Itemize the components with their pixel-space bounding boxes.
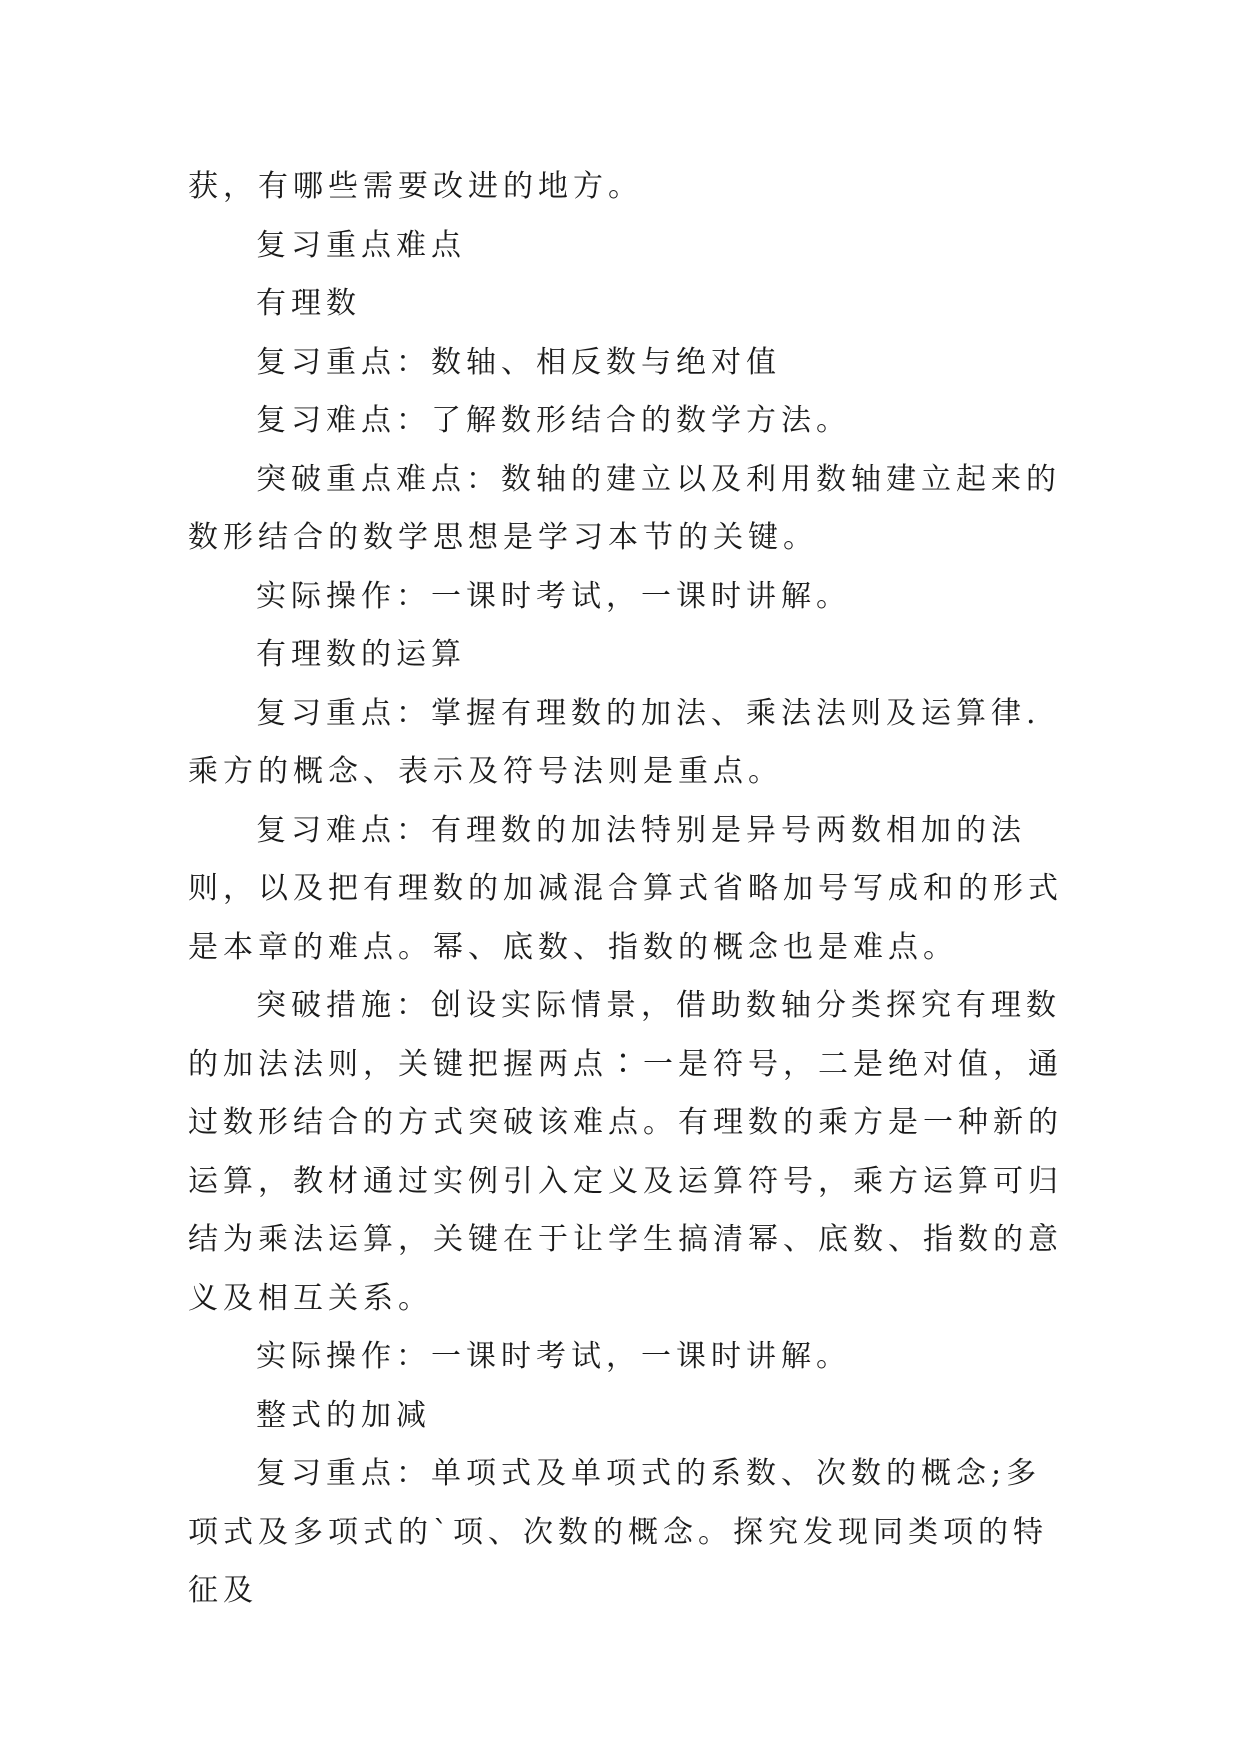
heading-rational-operations: 有理数的运算 — [256, 637, 466, 672]
heading-rational-numbers: 有理数 — [256, 286, 361, 321]
paragraph-operation-2: 实际操作：一课时考试，一课时讲解。 — [256, 1339, 851, 1374]
paragraph-1: 获，有哪些需要改进的地方。 — [188, 169, 643, 204]
paragraph-operation-1: 实际操作：一课时考试，一课时讲解。 — [256, 578, 851, 614]
paragraph-measures: 突破措施：创设实际情景，借助数轴分类探究有理数的加法法则，关键把握两点∶一是符号，二是绝对值，通过数形结合的方式突破该难点。有理数的乘方是一种新的运算，教材通过实例引入定义及运算符号，乘方运算可归结为乘法运算，关键在于让学生搞清幂、底数、指数的意义及相互关系。 — [188, 988, 1063, 1316]
heading-review-key-points: 复习重点难点 — [256, 227, 466, 263]
paragraph-difficulties-2: 复习难点：有理数的加法特别是异号两数相加的法则，以及把有理数的加减混合算式省略加号写成和的形式是本章的难点。幂、底数、指数的概念也是难点。 — [188, 812, 1063, 965]
paragraph-key-points-3: 复习重点：单项式及单项式的系数、次数的概念;多项式及多项式的`项、次数的概念。探究发现同类项的特征及 — [188, 1456, 1048, 1608]
paragraph-breakthrough-1: 突破重点难点：数轴的建立以及利用数轴建立起来的数形结合的数学思想是学习本节的关键。 — [188, 461, 1061, 555]
document-body — [188, 158, 1068, 1621]
paragraph-key-points-1: 复习重点：数轴、相反数与绝对值 — [256, 344, 781, 380]
paragraph-difficulties-1: 复习难点：了解数形结合的数学方法。 — [256, 403, 851, 438]
heading-polynomial-addition: 整式的加减 — [256, 1397, 431, 1433]
paragraph-key-points-2: 复习重点：掌握有理数的加法、乘法法则及运算律.乘方的概念、表示及符号法则是重点。 — [188, 695, 1041, 789]
